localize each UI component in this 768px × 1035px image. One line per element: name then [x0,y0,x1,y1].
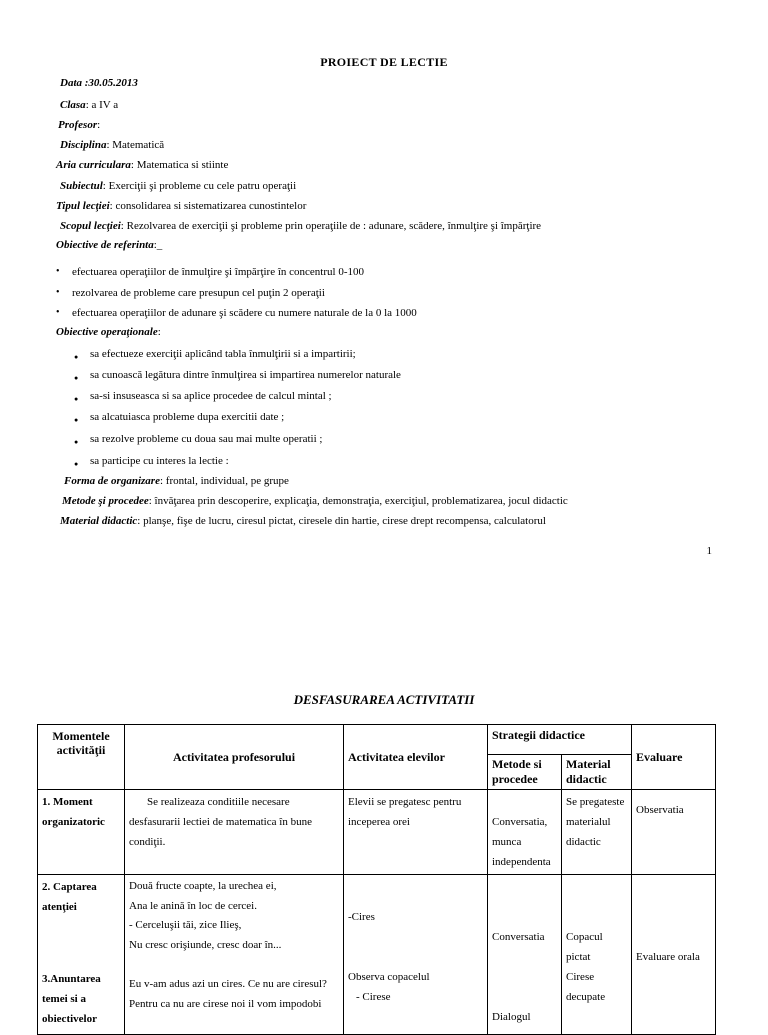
header-elevi: Activitatea elevilor [344,725,488,790]
row2-profesor: Două fructe coapte, la urechea ei, Ana le anină în loc de cercei. - Cerceluşii tăi, zice Ilieş, Nu cresc orişiunde, cresc doar în... Eu v-am adus azi un cires. Ce nu are ciresul? Pentru ca nu are cirese noi il vom impodobi [125,875,344,1035]
field-3: Disciplina: Matematică [60,139,165,151]
bullet-icon: ● [74,460,79,468]
bullet-icon: ● [74,374,79,382]
bullet-icon: ● [74,395,79,403]
page-title: PROIECT DE LECTIE [320,55,448,69]
list-item: ● sa participe cu interes la lectie : [90,454,229,468]
row2-metode: Conversatia Dialogul [488,875,562,1035]
field-6: Tipul lecţiei: consolidarea si sistematizarea cunostintelor [56,200,307,212]
row1-metode: Conversatia, munca independenta [488,790,562,875]
header-material: Material didactic [562,755,632,790]
row1-moment: 1. Moment organizatoric [38,790,125,875]
header-profesor: Activitatea profesorului [125,725,344,790]
header-evaluare: Evaluare [632,725,716,790]
field-4: Aria curriculara: Matematica si stiinte [56,159,229,171]
field-5: Subiectul: Exerciţii şi probleme cu cele patru operaţii [60,180,297,192]
list-item: ● sa-si insuseasca si sa aplice procedee de calcul mintal ; [90,389,332,403]
page-number: 1 [706,545,712,557]
table-row [38,875,716,1035]
extra-field-0: Forma de organizare: frontal, individual, pe grupe [64,475,289,487]
field-2: Profesor: [58,119,101,131]
row1-material: Se pregateste materialul didactic [562,790,632,875]
activity-table [37,724,716,1035]
field-7: Scopul lecţiei: Rezolvarea de exerciţii şi probleme prin operaţiile de : adunare, scădere, înmulţire şi împărţire [60,220,542,232]
row2-elevi: -Cires Observa copacelul - Cirese [344,875,488,1035]
list-item: • efectuarea operaţiilor de înmulţire şi împărţire în concentrul 0-100 [56,266,364,278]
list-item: ● sa rezolve probleme cu doua sau mai multe operatii ; [90,432,322,446]
bullet-icon: • [56,287,60,298]
header-momente: Momentele activităţii [38,725,125,790]
table-row [38,790,716,875]
header-strategii: Strategii didactice [488,725,632,755]
row2-evaluare: Evaluare orala [632,875,716,1035]
header-metode: Metode si procedee [488,755,562,790]
field-1: Clasa: a IV a [60,99,119,111]
list-item: ● sa alcatuiasca probleme dupa exercitii date ; [90,410,284,424]
list-item: • efectuarea operaţiilor de adunare şi scădere cu numere naturale de la 0 la 1000 [56,307,417,319]
row1-evaluare: Observatia [632,790,716,875]
row1-elevi: Elevii se pregatesc pentru inceperea orei [344,790,488,875]
field-0: Data :30.05.2013 [60,77,138,89]
list-item: ● sa efectueze exerciţii aplicând tabla înmulţirii si a impartirii; [90,347,356,361]
operationale-heading: Obiective operaţionale: [56,326,161,338]
bullet-icon: ● [74,353,79,361]
section-title: DESFASURAREA ACTIVITATII [293,692,475,707]
extra-field-1: Metode şi procedee: învăţarea prin descoperire, explicaţia, demonstraţia, exerciţiul, problematizarea, jocul didactic [62,495,568,507]
extra-field-2: Material didactic: planşe, fişe de lucru, ciresul pictat, ciresele din hartie, cirese drept recompensa, calculatorul [60,515,546,527]
list-item: • rezolvarea de probleme care presupun cel puţin 2 operaţii [56,287,325,299]
bullet-icon: ● [74,438,79,446]
bullet-icon: • [56,266,60,277]
row2-material: Copacul pictat Cirese decupate [562,875,632,1035]
row2-moment: 2. Captarea atenţiei 3.Anuntarea temei si a obiectivelor [38,875,125,1035]
list-item: ● sa cunoască legătura dintre înmulţirea si impartirea numerelor naturale [90,368,401,382]
field-8: Obiective de referinta:_ [56,239,163,251]
row1-profesor: Se realizeaza conditiile necesare desfasurarii lectiei de matematica în bune condiţii. [125,790,344,875]
bullet-icon: ● [74,416,79,424]
bullet-icon: • [56,307,60,318]
